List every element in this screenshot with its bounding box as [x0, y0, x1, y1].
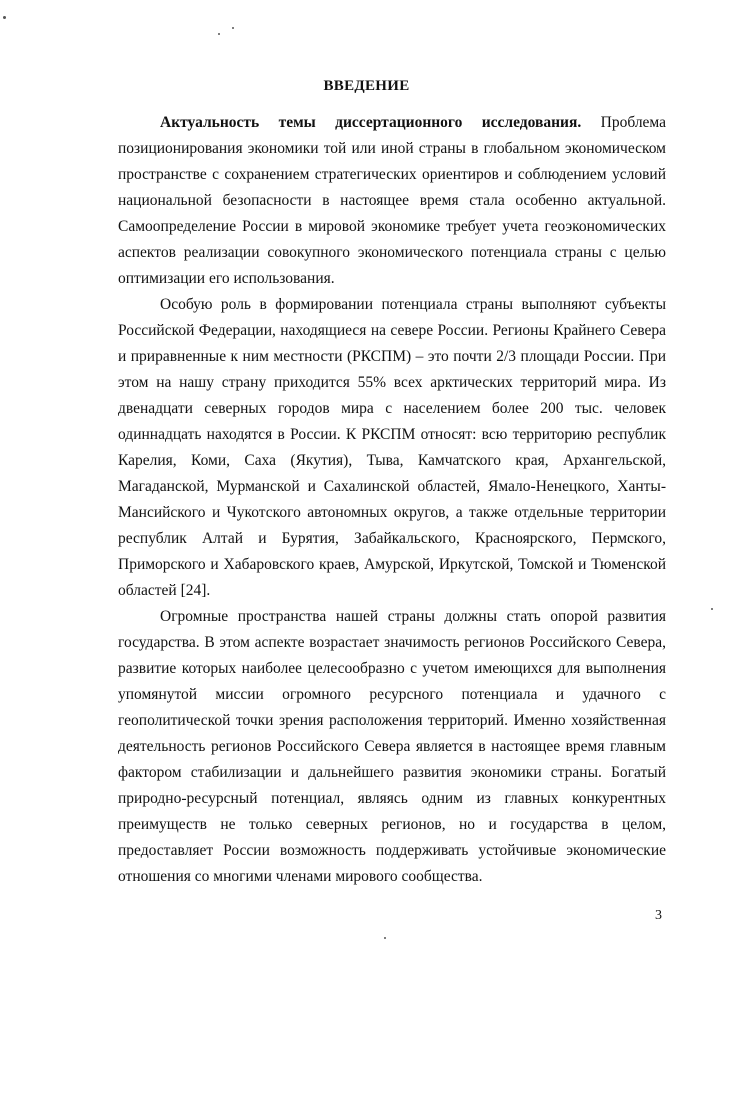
paragraph-line: и приравненные к ним местности (РКСПМ) – это почти 2/3 площади России. При: [118, 348, 666, 365]
scan-speck: [3, 16, 6, 19]
paragraph-line: государства. В этом аспекте возрастает значимость регионов Российского Севера,: [118, 634, 666, 651]
paragraph-line: оптимизации его использования.: [118, 270, 335, 287]
paragraph-line: отношения со многими членами мирового сообщества.: [118, 868, 483, 885]
paragraph-line: этом на нашу страну приходится 55% всех арктических территорий мира. Из: [118, 374, 666, 391]
scan-speck: [384, 937, 386, 939]
paragraph-line: Мансийского и Чукотского автономных округов, а также отдельные территории: [118, 504, 666, 521]
page-number: 3: [655, 908, 662, 923]
paragraph-line: природно-ресурсный потенциал, являясь одним из главных конкурентных: [118, 790, 666, 807]
paragraph-line: преимуществ не только северных регионов, но и государства в целом,: [118, 816, 666, 833]
paragraph-line: Магаданской, Мурманской и Сахалинской областей, Ямало-Ненецкого, Ханты-: [118, 478, 666, 495]
paragraph-line: пространстве с сохранением стратегических ориентиров и соблюдением условий: [118, 166, 666, 183]
paragraph-line: двенадцати северных городов мира с населением более 200 тыс. человек: [118, 400, 666, 417]
paragraph-line: позиционирования экономики той или иной страны в глобальном экономическом: [118, 140, 666, 157]
paragraph-line: Особую роль в формировании потенциала страны выполняют субъекты: [160, 296, 666, 313]
paragraph-line: областей [24].: [118, 582, 211, 599]
scan-speck: [711, 608, 713, 610]
paragraph-line: Самоопределение России в мировой экономике требует учета геоэкономических: [118, 218, 666, 235]
paragraph-line: Карелия, Коми, Саха (Якутия), Тыва, Камчатского края, Архангельской,: [118, 452, 666, 469]
page-heading: ВВЕДЕНИЕ: [323, 78, 410, 94]
scan-speck: [232, 27, 234, 29]
paragraph-line: фактором стабилизации и дальнейшего развития экономики страны. Богатый: [118, 764, 666, 781]
paragraph-line: развитие которых наиболее целесообразно с учетом имеющихся для выполнения: [118, 660, 666, 677]
paragraph-line: геополитической точки зрения расположения территорий. Именно хозяйственная: [118, 712, 666, 729]
paragraph-line: Приморского и Хабаровского краев, Амурской, Иркутской, Томской и Тюменской: [118, 556, 666, 573]
paragraph-line: деятельность регионов Российского Севера является в настоящее время главным: [118, 738, 666, 755]
paragraph-line: [160, 113, 666, 133]
paragraph-text: Проблема: [600, 114, 667, 131]
paragraph-line: одиннадцать находятся в России. К РКСПМ относят: всю территорию республик: [118, 426, 666, 443]
paragraph-line: аспектов реализации совокупного экономического потенциала страны с целью: [118, 244, 666, 261]
scan-speck: [218, 33, 220, 35]
paragraph-line: упомянутой миссии огромного ресурсного потенциала и удачного с: [118, 686, 666, 703]
bold-lead-text: Актуальность темы диссертационного исследования.: [160, 114, 582, 131]
paragraph-line: республик Алтай и Бурятия, Забайкальского, Красноярского, Пермского,: [118, 530, 666, 547]
paragraph-line: предоставляет России возможность поддерживать устойчивые экономические: [118, 842, 666, 859]
paragraph-line: Российской Федерации, находящиеся на севере России. Регионы Крайнего Севера: [118, 322, 666, 339]
paragraph-line: Огромные пространства нашей страны должны стать опорой развития: [160, 608, 666, 625]
paragraph-line: национальной безопасности в настоящее время стала особенно актуальной.: [118, 192, 666, 209]
